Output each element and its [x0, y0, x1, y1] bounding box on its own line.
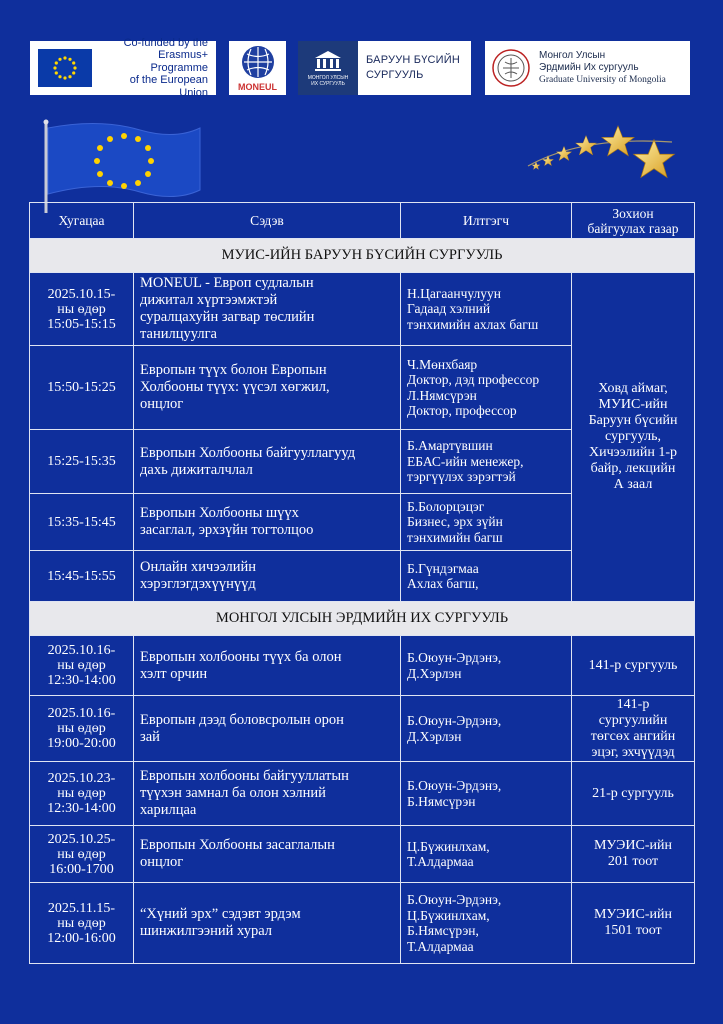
table-row: [30, 273, 695, 346]
header-time: Хугацаа: [30, 203, 134, 239]
topic-cell: Европын Холбооны засаглалын онцлог: [134, 826, 401, 883]
venue-cell: 141-р сургуулийн төгсөх ангийн эцэг, эхчүүдэд: [572, 696, 695, 762]
table-row: [30, 636, 695, 696]
topic-cell: Европын Холбооны байгууллагууд дахь дижиталчлал: [134, 430, 401, 494]
eu-flag-icon: [38, 49, 92, 87]
header-venue: Зохион байгуулах газар: [572, 203, 695, 239]
topic-cell: Европын холбооны түүх ба олон хэлт орчин: [134, 636, 401, 696]
university-building-icon: МОНГОЛ УЛСЫН ИХ СУРГУУЛЬ: [298, 41, 358, 95]
schedule-table: [29, 202, 695, 964]
table-row: [30, 696, 695, 762]
venue-cell: Ховд аймаг, МУИС-ийн Баруун бүсийн сургууль, Хичээлийн 1-р байр, лекцийн А заал: [572, 273, 695, 602]
venue-cell: МУЭИС-ийн 1501 тоот: [572, 883, 695, 964]
erasmus-logo: [30, 36, 216, 99]
table-row: [30, 762, 695, 826]
time-cell: 2025.10.15- ны өдөр 15:05-15:15: [30, 273, 134, 346]
speaker-cell: Б.Оюун-Эрдэнэ, Д.Хэрлэн: [401, 696, 572, 762]
gum-seal-icon: [491, 48, 531, 88]
erasmus-text: Co-funded by the Erasmus+ Programme of the European Union: [123, 36, 208, 99]
header-speaker: Илтгэгч: [401, 203, 572, 239]
venue-cell: МУЭИС-ийн 201 тоот: [572, 826, 695, 883]
eu-flag-decoration: [30, 118, 210, 213]
time-cell: 2025.10.25- ны өдөр 16:00-1700: [30, 826, 134, 883]
west-school-logo: [298, 41, 471, 95]
topic-cell: Онлайн хичээлийн хэрэглэгдэхүүнүүд: [134, 551, 401, 602]
topic-cell: Европын түүх болон Европын Холбооны түүх: үүсэл хөгжил, онцлог: [134, 346, 401, 430]
speaker-cell: Б.Оюун-Эрдэнэ, Д.Хэрлэн: [401, 636, 572, 696]
topic-cell: Европын дээд боловсролын орон зай: [134, 696, 401, 762]
section-title: МОНГОЛ УЛСЫН ЭРДМИЙН ИХ СУРГУУЛЬ: [30, 602, 695, 636]
table-row: [30, 826, 695, 883]
moneul-label: MONEUL: [238, 81, 277, 92]
speaker-cell: Б.Гүндэгмаа Ахлах багш,: [401, 551, 572, 602]
venue-cell: 141-р сургууль: [572, 636, 695, 696]
section-heading-west: [30, 239, 695, 273]
speaker-cell: Ц.Бүжинлхам, Т.Алдармаа: [401, 826, 572, 883]
speaker-cell: Б.Амартүвшин ЕБАС-ийн менежер, тэргүүлэх зэрэгтэй: [401, 430, 572, 494]
venue-cell: 21-р сургууль: [572, 762, 695, 826]
speaker-cell: Б.Оюун-Эрдэнэ, Б.Нямсүрэн: [401, 762, 572, 826]
time-cell: 15:50-15:25: [30, 346, 134, 430]
time-cell: 15:25-15:35: [30, 430, 134, 494]
speaker-cell: Ч.Мөнхбаяр Доктор, дэд профессор Л.Нямсүрэн Доктор, профессор: [401, 346, 572, 430]
time-cell: 2025.10.16- ны өдөр 12:30-14:00: [30, 636, 134, 696]
topic-cell: “Хүний эрх” сэдэвт эрдэм шинжилгээний хурал: [134, 883, 401, 964]
moneul-logo: [229, 41, 286, 95]
west-school-name: БАРУУН БҮСИЙН СУРГУУЛЬ: [366, 54, 461, 81]
time-cell: 2025.10.23- ны өдөр 12:30-14:00: [30, 762, 134, 826]
speaker-cell: Н.Цагаанчулуун Гадаад хэлний тэнхимийн ахлах багш: [401, 273, 572, 346]
time-cell: 2025.11.15- ны өдөр 12:00-16:00: [30, 883, 134, 964]
speaker-cell: Б.Болорцэцэг Бизнес, эрх зүйн тэнхимийн багш: [401, 494, 572, 551]
topic-cell: Европын холбооны байгууллатын түүхэн замнал ба олон хэлний харилцаа: [134, 762, 401, 826]
time-cell: 2025.10.16- ны өдөр 19:00-20:00: [30, 696, 134, 762]
table-row: [30, 883, 695, 964]
section-heading-gum: [30, 602, 695, 636]
topic-cell: Европын Холбооны шүүх засаглал, эрхзүйн тогтолцоо: [134, 494, 401, 551]
time-cell: 15:35-15:45: [30, 494, 134, 551]
gold-stars-decoration: [522, 122, 682, 192]
gum-name: Монгол Улсын Эрдмийн Их сургууль Graduate University of Mongolia: [539, 50, 666, 85]
table-header-row: [30, 203, 695, 239]
time-cell: 15:45-15:55: [30, 551, 134, 602]
moneul-globe-icon: [239, 45, 277, 81]
speaker-cell: Б.Оюун-Эрдэнэ, Ц.Бүжинлхам, Б.Нямсүрэн, Т.Алдармаа: [401, 883, 572, 964]
topic-cell: MONEUL - Европ судлалын дижитал хүртээмжтэй суралцахуйн загвар төслийн танилцуулга: [134, 273, 401, 346]
header-topic: Сэдэв: [134, 203, 401, 239]
section-title: МУИС-ИЙН БАРУУН БҮСИЙН СУРГУУЛЬ: [30, 239, 695, 273]
gum-logo: [485, 41, 690, 95]
